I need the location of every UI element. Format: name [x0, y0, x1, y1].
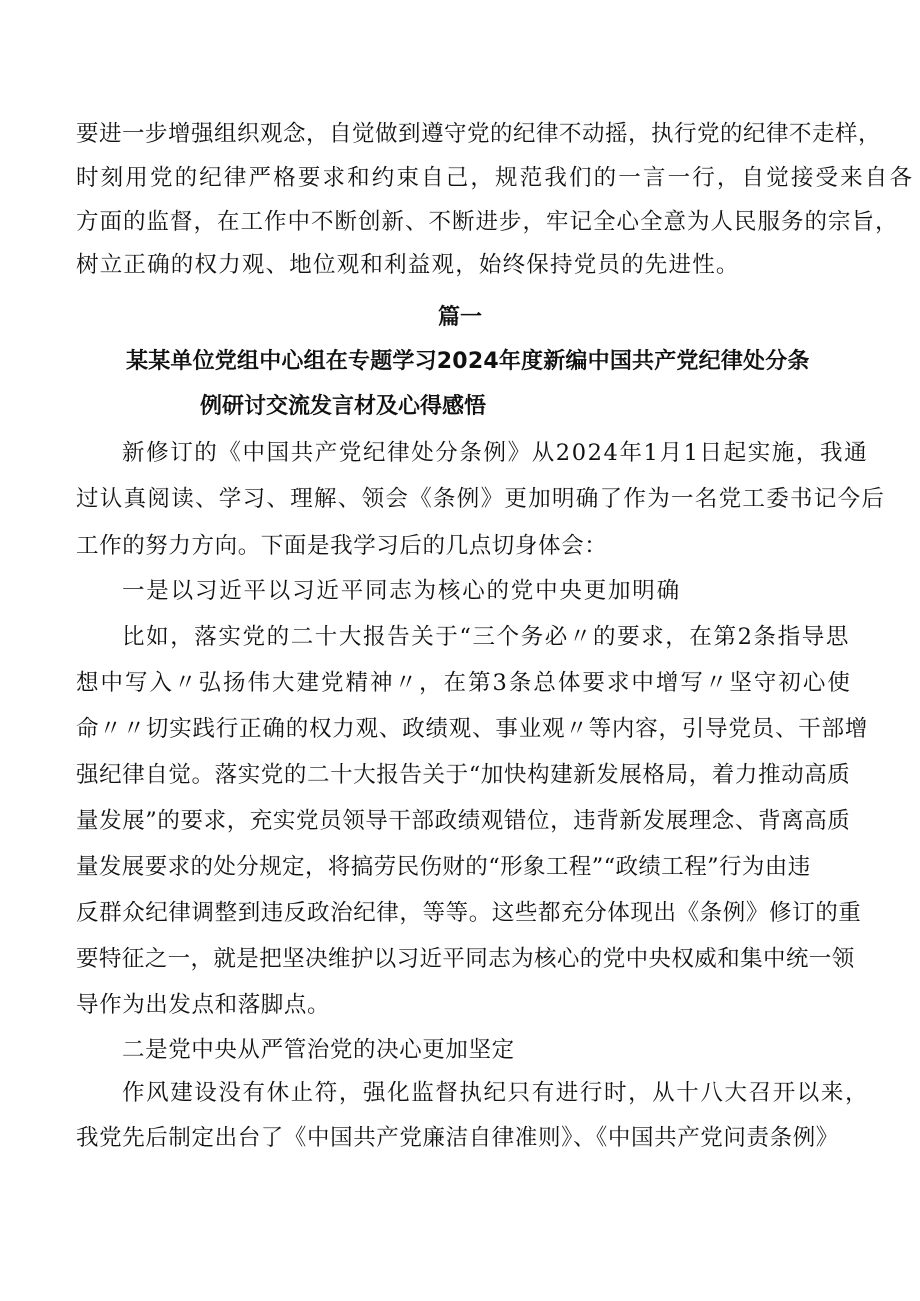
paragraph-line: 作风建设没有休止符，强化监督执纪只有进行时，从十八大召开以来，	[122, 1080, 870, 1106]
paragraph-line: 强纪律自觉。落实党的二十大报告关于“加快构建新发展格局，着力推动高质	[76, 762, 851, 788]
paragraph-line: 我党先后制定出台了《中国共产党廉洁自律准则》、《中国共产党问责条例》	[76, 1125, 839, 1151]
paragraph-line: 想中写入〃弘扬伟大建党精神〃，在第3条总体要求中增写〃坚守初心使	[76, 670, 852, 696]
document-title: 某某单位党组中心组在专题学习2024年度新编中国共产党纪律处分条	[126, 349, 810, 374]
section-heading: 一是以习近平以习近平同志为核心的党中央更加明确	[122, 578, 681, 604]
intro-line: 要进一步增强组织观念，自觉做到遵守党的纪律不动摇，执行党的纪律不走样，	[76, 121, 882, 147]
paragraph-line: 命〃〃切实践行正确的权力观、政绩观、事业观〃等内容，引导党员、干部增	[76, 716, 869, 742]
document-title: 例研讨交流发言材及心得感悟	[200, 394, 487, 419]
intro-line: 树立正确的权力观、地位观和利益观，始终保持党员的先进性。	[76, 252, 740, 278]
paragraph-line: 反群众纪律调整到违反政治纪律，等等。这些都充分体现出《条例》修订的重	[76, 900, 862, 926]
section-heading: 二是党中央从严管治党的决心更加坚定	[122, 1037, 515, 1063]
paragraph-line: 过认真阅读、学习、理解、领会《条例》更加明确了作为一名党工委书记今后	[76, 486, 886, 512]
intro-line: 方面的监督，在工作中不断创新、不断进步，牢记全心全意为人民服务的宗旨，	[76, 209, 899, 235]
paragraph-line: 工作的努力方向。下面是我学习后的几点切身体会：	[76, 533, 608, 559]
paragraph-line: 比如，落实党的二十大报告关于“三个务必〃的要求，在第2条指导思	[122, 624, 850, 650]
paragraph-line: 导作为出发点和落脚点。	[76, 992, 331, 1018]
paragraph-line: 新修订的《中国共产党纪律处分条例》从2024年1月1日起实施，我通	[122, 440, 869, 466]
paragraph-line: 要特征之一，就是把坚决维护以习近平同志为核心的党中央权威和集中统一领	[76, 946, 855, 972]
paragraph-line: 量发展”的要求，充实党员领导干部政绩观错位，违背新发展理念、背离高质	[76, 808, 851, 834]
section-label: 篇一	[438, 305, 483, 330]
intro-line: 时刻用党的纪律严格要求和约束自己，规范我们的一言一行，自觉接受来自各	[76, 165, 915, 191]
paragraph-line: 量发展要求的处分规定，将搞劳民伤财的“形象工程”“政绩工程”行为由违	[76, 854, 811, 880]
